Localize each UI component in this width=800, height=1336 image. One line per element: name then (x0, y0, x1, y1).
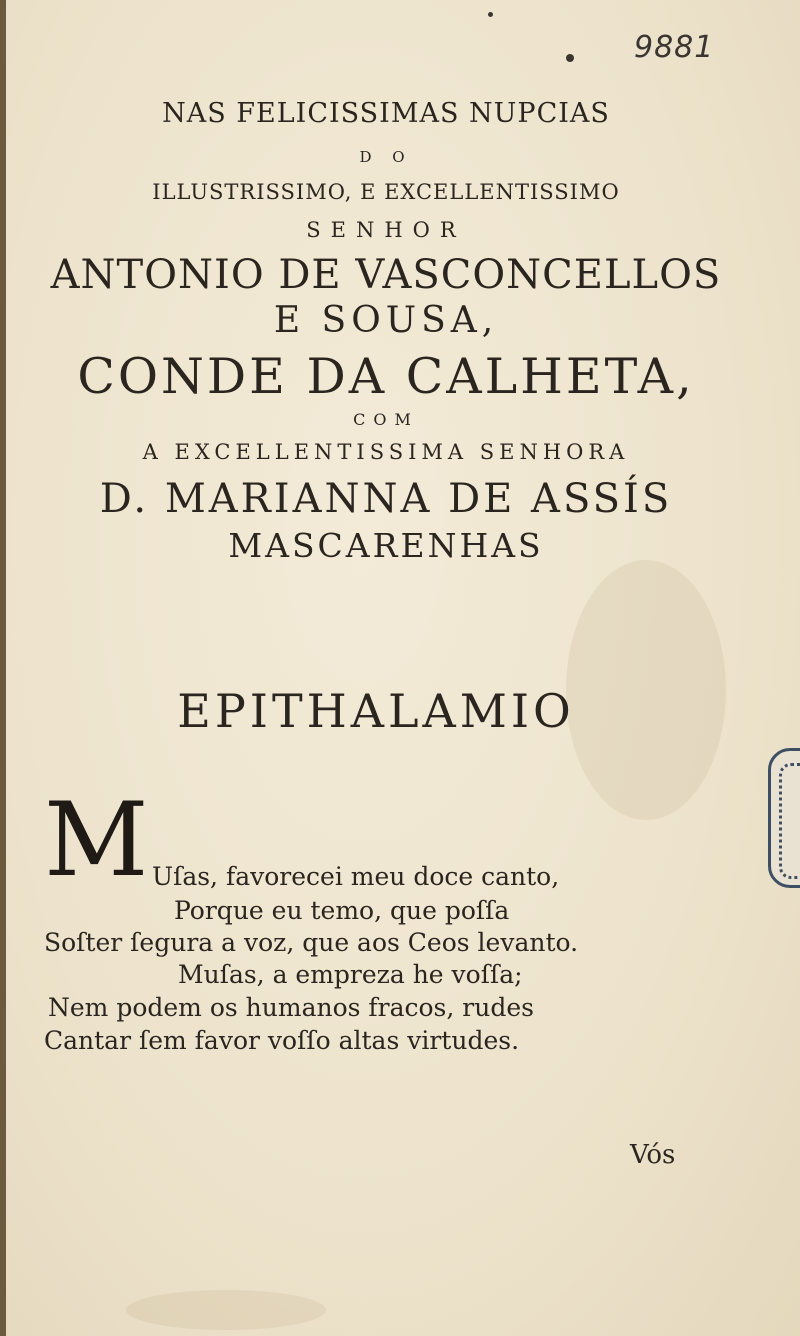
catchword: Vós (630, 1140, 676, 1170)
title-line-8: COM (353, 410, 419, 429)
title-line-3: ILLUSTRISSIMO, E EXCELLENTISSIMO (152, 180, 620, 204)
verse-line-3: Soſter ſegura a voz, que aos Ceos levanto. (44, 928, 579, 957)
tab-border-pattern (779, 763, 800, 879)
title-line-11: MASCARENHAS (228, 526, 544, 565)
paper-stain (126, 1290, 326, 1330)
shelfmark-annotation: 9881 (634, 30, 715, 65)
ink-dot (566, 54, 574, 62)
verse-line-2: Porque eu temo, que poſſa (174, 896, 510, 925)
title-line-2: D O (359, 148, 413, 166)
drop-cap: M (44, 781, 149, 900)
ink-dot (488, 12, 493, 17)
title-line-9: A EXCELLENTISSIMA SENHORA (142, 440, 630, 464)
title-line-7: CONDE DA CALHETA, (77, 348, 695, 405)
library-tab-marker (768, 748, 800, 888)
title-line-5: ANTONIO DE VASCONCELLOS (50, 252, 722, 298)
title-line-1: NAS FELICISSIMAS NUPCIAS (162, 98, 610, 129)
verse-line-6: Cantar ſem favor voſſo altas virtudes. (44, 1026, 520, 1055)
verse-line-4: Muſas, a empreza he voſſa; (178, 960, 523, 989)
title-line-6: E SOUSA, (273, 300, 499, 341)
title-line-10: D. MARIANNA DE ASSÍS (99, 476, 673, 522)
section-heading: EPITHALAMIO (177, 684, 575, 738)
verse-line-1: Uſas, favorecei meu doce canto, (152, 862, 560, 891)
title-line-4: SENHOR (306, 218, 466, 242)
verse-line-5: Nem podem os humanos fracos, rudes (48, 993, 534, 1022)
